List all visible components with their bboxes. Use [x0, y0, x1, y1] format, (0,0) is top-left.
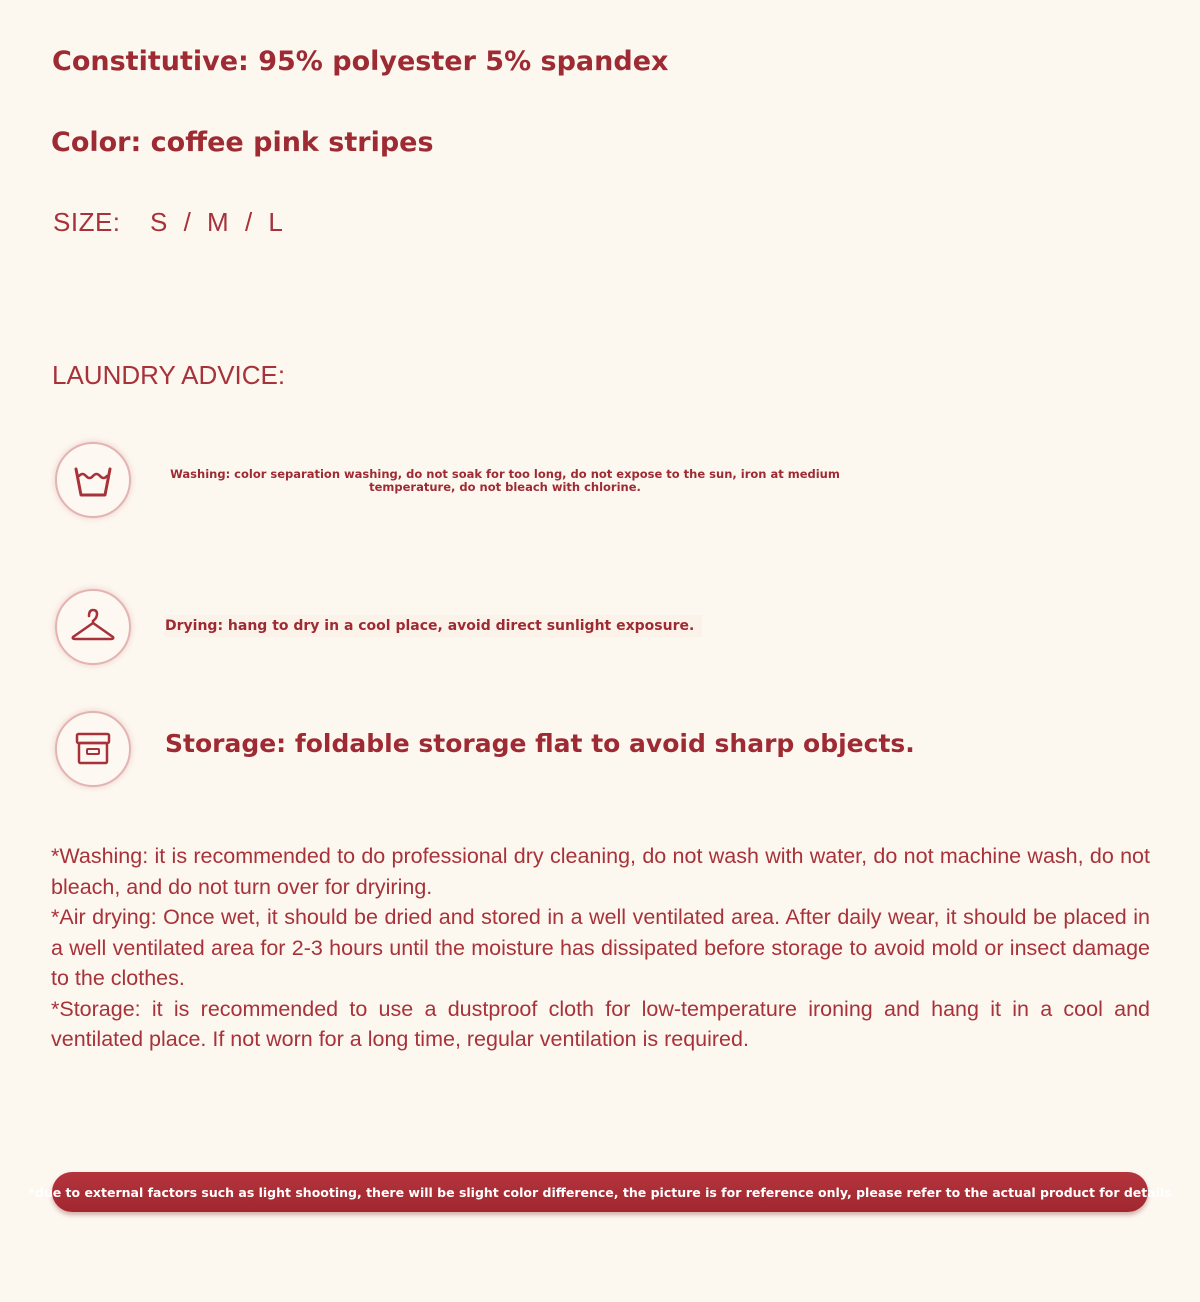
storage-box-icon — [68, 724, 118, 774]
wash-basin-icon — [68, 455, 118, 505]
washing-care-text: Washing: color separation washing, do not soak for too long, do not expose to the sun, iron at medium temperature, do not bleach with chlorine. — [170, 467, 840, 494]
size-option-m: M — [207, 207, 230, 237]
note-washing: *Washing: it is recommended to do professional dry cleaning, do not wash with water, do not machine wash, do not bleach, and do not turn over for dryiring. — [51, 844, 1150, 899]
size-line — [53, 207, 283, 238]
storage-icon-circle — [55, 711, 131, 787]
size-option-s: S — [149, 207, 168, 237]
storage-care-text: Storage: foldable storage flat to avoid sharp objects. — [165, 729, 915, 758]
note-air-drying: *Air drying: Once wet, it should be dried and stored in a well ventilated area. After daily wear, it should be placed in a well ventilated area for 2-3 hours until the moisture has dissipated before storage to avoid mold or insect damage to the clothes. — [51, 905, 1150, 990]
washing-icon-circle — [55, 442, 131, 518]
size-option-l: L — [268, 207, 284, 237]
size-label: SIZE: — [53, 207, 121, 237]
composition-line: Constitutive: 95% polyester 5% spandex — [52, 46, 669, 77]
hanger-icon — [67, 601, 119, 653]
drying-care-text: Drying: hang to dry in a cool place, avoid direct sunlight exposure. — [165, 615, 702, 637]
size-separator: / — [244, 207, 253, 237]
care-notes — [51, 841, 1150, 1055]
color-line: Color: coffee pink stripes — [51, 127, 434, 158]
drying-icon-circle — [55, 589, 131, 665]
disclaimer-text: *due to external factors such as light shooting, there will be slight color difference, the picture is for reference only, please refer to the actual product for details — [28, 1184, 1172, 1200]
laundry-advice-title: LAUNDRY ADVICE: — [52, 360, 286, 390]
disclaimer-bar — [28, 1172, 1172, 1212]
size-separator: / — [183, 207, 192, 237]
note-storage: *Storage: it is recommended to use a dustproof cloth for low-temperature ironing and hang it in a cool and ventilated place. If not worn for a long time, regular ventilation is required. — [51, 996, 1150, 1051]
